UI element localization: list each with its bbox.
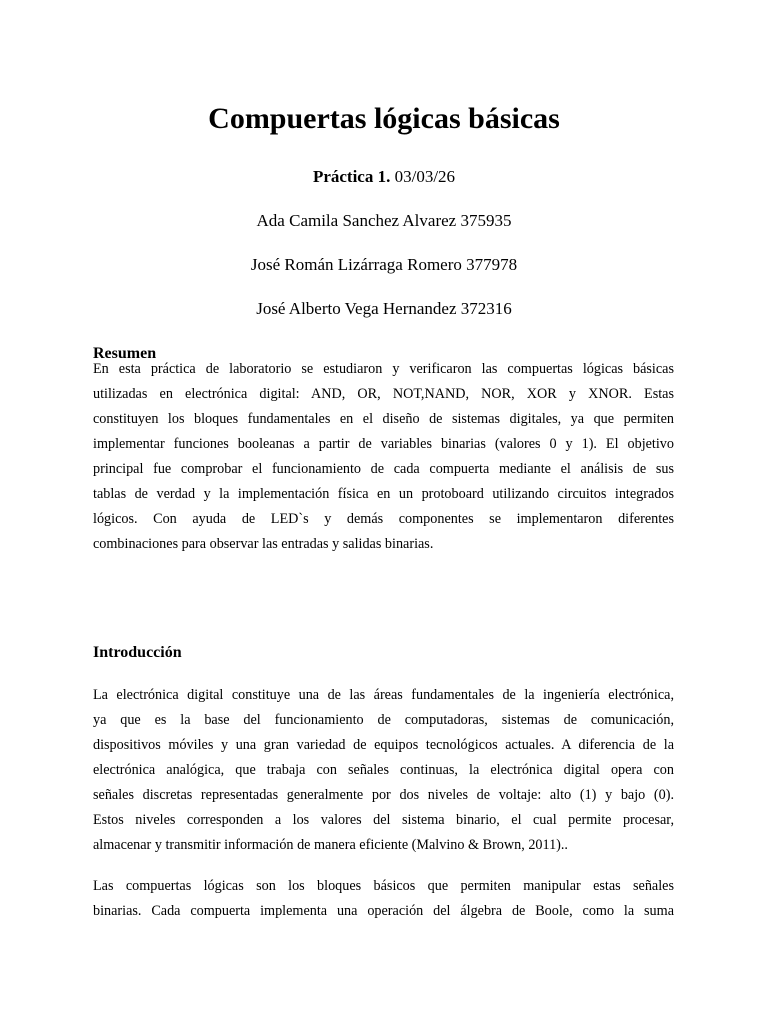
intro-line: binarias. Cada compuerta implementa una operación del álgebra de Boole, como la suma	[93, 903, 674, 919]
intro-line: almacenar y transmitir información de manera eficiente (Malvino & Brown, 2011)..	[93, 837, 568, 853]
resumen-heading: Resumen	[93, 345, 157, 362]
resumen-line: principal fue comprobar el funcionamiento de cada compuerta mediante el análisis de sus	[93, 461, 674, 477]
author-3: José Alberto Vega Hernandez 372316	[256, 299, 512, 318]
practice-label: Práctica 1.	[312, 167, 391, 186]
intro-line: dispositivos móviles y una gran variedad de equipos tecnológicos actuales. A diferencia de la	[93, 737, 674, 753]
intro-line: ya que es la base del funcionamiento de computadoras, sistemas de comunicación,	[93, 712, 674, 728]
author-2: José Román Lizárraga Romero 377978	[250, 255, 518, 274]
intro-line: Estos niveles corresponden a los valores del sistema binario, el cual permite procesar,	[93, 812, 674, 828]
practice-date: 03/03/26	[390, 167, 456, 186]
resumen-line: En esta práctica de laboratorio se estudiaron y verificaron las compuertas lógicas básicas	[93, 361, 674, 377]
intro-line: señales discretas representadas generalmente por dos niveles de voltaje: alto (1) y bajo (0).	[93, 787, 674, 803]
resumen-line: combinaciones para observar las entradas y salidas binarias.	[93, 536, 434, 552]
introduccion-paragraph-2	[93, 874, 674, 924]
resumen-paragraph	[93, 357, 674, 557]
introduccion-heading: Introducción	[93, 644, 182, 661]
author-1: Ada Camila Sanchez Alvarez 375935	[256, 211, 512, 230]
resumen-line: constituyen los bloques fundamentales en el diseño de sistemas digitales, ya que permiten	[93, 411, 674, 427]
intro-line: electrónica analógica, que trabaja con señales continuas, la electrónica digital opera con	[93, 762, 674, 778]
introduccion-paragraph-1	[93, 683, 674, 858]
document-title: Compuertas lógicas básicas	[208, 102, 560, 135]
intro-line: Las compuertas lógicas son los bloques básicos que permiten manipular estas señales	[93, 878, 674, 894]
practice-line	[0, 166, 768, 188]
intro-line: La electrónica digital constituye una de las áreas fundamentales de la ingeniería electrónica,	[93, 687, 674, 703]
resumen-line: utilizadas en electrónica digital: AND, OR, NOT,NAND, NOR, XOR y XNOR. Estas	[93, 386, 674, 402]
resumen-line: lógicos. Con ayuda de LED`s y demás componentes se implementaron diferentes	[93, 511, 674, 527]
resumen-line: implementar funciones booleanas a partir de variables binarias (valores 0 y 1). El objetivo	[93, 436, 674, 452]
resumen-line: tablas de verdad y la implementación física en un protoboard utilizando circuitos integrados	[93, 486, 674, 502]
